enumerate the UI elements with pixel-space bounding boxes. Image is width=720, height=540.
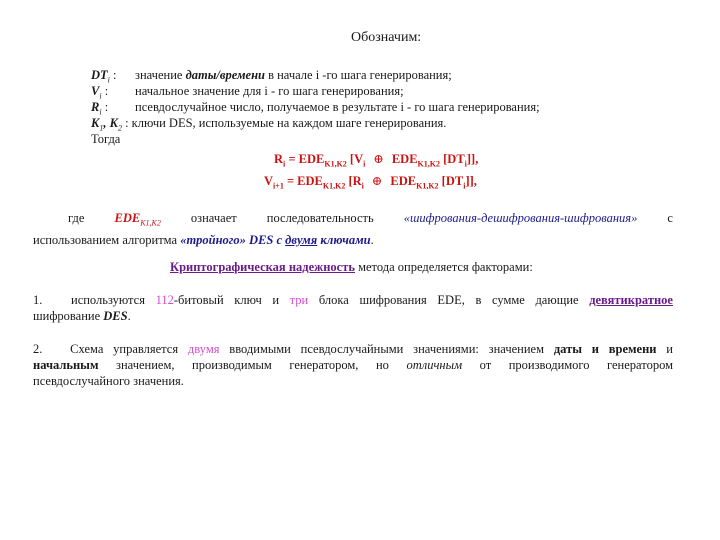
- page-title: Обозначим:: [351, 30, 422, 45]
- definition-v: $V_i$ : начальное значение для i - го шага генерирования;: [91, 84, 404, 101]
- list-item-1: 1. используются 112-битовый ключ и три блока шифрования EDE, в сумме дающие девятикратное шифрование DES.: [33, 293, 673, 323]
- then-word: Тогда: [91, 132, 121, 146]
- crypto-reliability-line: Криптографическая надежность метода определяется факторами:: [170, 260, 533, 274]
- xor-icon: ⊕: [373, 152, 384, 166]
- definition-keys: $K_1$, $K_2$ : ключи DES, используемые на каждом шаге генерирования.: [91, 116, 447, 133]
- where-paragraph: где $EDE_{K1,K2}$ означает последовательность «шифрования-дешифрования-шифрования» с использованием алгоритма «тройного» DES с двумя ключами.: [33, 211, 673, 247]
- formula-v: $V_{i+1} = EDE_{K1,K2}$ [$R_i$ ⊕ $EDE_{K1,K2}$ $[DT_i]$],: [264, 174, 477, 191]
- xor-icon: ⊕: [371, 174, 383, 188]
- definition-dt: $DT_i$ : значение даты/времени в начале i -го шага генерирования;: [91, 68, 452, 85]
- definition-r: $R_i$ : псевдослучайное число, получаемое в результате i - го шага генерирования;: [91, 100, 540, 117]
- formula-r: $R_i = EDE_{K1,K2}$ [$V_i$ ⊕ $EDE_{K1,K2}$ $[DT_i]$],: [274, 152, 479, 169]
- list-item-2: 2. Схема управляется двумя вводимыми псевдослучайными значениями: значением даты и времени и начальным значением, производимым генератором, но отличным от производимого генератором псевдослучайного значения.: [33, 342, 673, 388]
